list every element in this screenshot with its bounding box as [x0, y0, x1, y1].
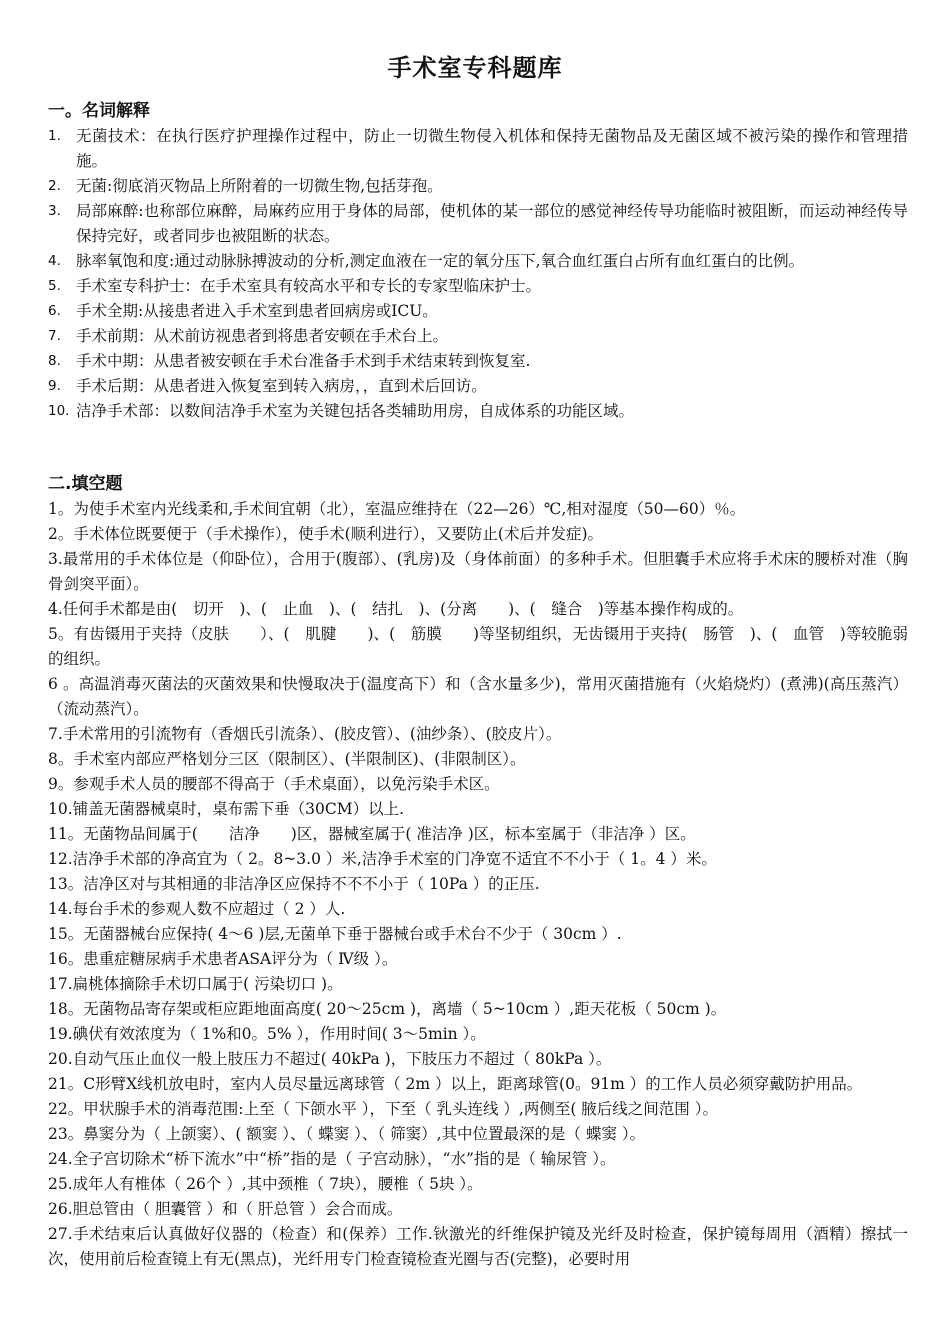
fill-in-item: 16。患重症糖尿病手术患者ASA评分为（ Ⅳ级 ）。: [48, 950, 398, 968]
definition-number: 3.: [48, 203, 61, 219]
fill-in-item: 15。无菌器械台应保持( 4～6 )层,无菌单下垂于器械台或手术台不少于（ 30cm ）.: [48, 925, 622, 943]
definition-number: 7.: [48, 328, 61, 344]
definition-number: 1.: [48, 128, 61, 144]
fill-in-item: 13。洁净区对与其相通的非洁净区应保持不不不小于（ 10Pa ）的正压.: [48, 875, 540, 893]
definition-number: 8.: [48, 353, 61, 369]
definition-item: [48, 274, 908, 299]
definition-item: [48, 374, 908, 399]
fill-in-list: [48, 497, 908, 1272]
definition-text: 手术前期：从术前访视患者到将患者安顿在手术台上。: [76, 327, 449, 345]
fill-in-item: 6 。高温消毒灭菌法的灭菌效果和快慢取决于(温度高下）和（含水量多少)，常用灭菌措施有（火焰烧灼）(煮沸)(高压蒸汽）（流动蒸汽）。: [48, 675, 908, 718]
section-heading-fill-in: 二.填空题: [48, 474, 123, 494]
definition-text: 手术中期：从患者被安顿在手术台准备手术到手术结束转到恢复室.: [76, 352, 531, 370]
fill-in-item: 7.手术常用的引流物有（香烟氏引流条）、(胶皮管）、(油纱条）、(胶皮片）。: [48, 725, 562, 743]
section-heading-definitions: 一。名词解释: [48, 101, 150, 121]
definition-text: 手术全期:从接患者进入手术室到患者回病房或ICU。: [76, 302, 438, 320]
definition-number: 4.: [48, 253, 61, 269]
fill-in-item: 1。为使手术室内光线柔和,手术间宜朝（北），室温应维持在（22—26）℃,相对湿度（50—60）％。: [48, 500, 746, 518]
definition-item: [48, 399, 908, 424]
definition-text: 无菌技术：在执行医疗护理操作过程中，防止一切微生物侵入机体和保持无菌物品及无菌区域不被污染的操作和管理措施。: [76, 127, 908, 170]
definition-text: 脉率氧饱和度:通过动脉脉搏波动的分析,测定血液在一定的氧分压下,氧合血红蛋白占所有血红蛋白的比例。: [76, 252, 805, 270]
definition-item: [48, 199, 908, 249]
definition-number: 6.: [48, 303, 61, 319]
page-title: 手术室专科题库: [387, 54, 563, 82]
definition-number: 5.: [48, 278, 61, 294]
definition-text: 局部麻醉:也称部位麻醉，局麻药应用于身体的局部，使机体的某一部位的感觉神经传导功能临时被阻断，而运动神经传导保持完好，或者同步也被阻断的状态。: [76, 202, 908, 245]
fill-in-item: 10.铺盖无菌器械桌时，桌布需下垂（30CM）以上.: [48, 800, 405, 818]
definition-item: [48, 249, 908, 274]
definition-number: 2.: [48, 178, 61, 194]
definition-item: [48, 324, 908, 349]
fill-in-item: 22。甲状腺手术的消毒范围:上至（ 下颌水平 ），下至（ 乳头连线 ）,两侧至( 腋后线之间范围 ）。: [48, 1100, 718, 1118]
fill-in-item: 18。无菌物品寄存架或柜应距地面高度( 20～25cm )，离墙（ 5~10cm ）,距天花板（ 50cm )。: [48, 1000, 727, 1018]
definition-text: 手术室专科护士：在手术室具有较高水平和专长的专家型临床护士。: [76, 277, 542, 295]
fill-in-item: 5。有齿镊用于夹持（皮肤 ）、( 肌腱 )、( 筋膜 )等坚韧组织，无齿镊用于夹持( 肠管 )、( 血管 )等较脆弱的组织。: [48, 625, 908, 668]
definition-item: [48, 174, 908, 199]
fill-in-item: 26.胆总管由（ 胆囊管 ）和（ 肝总管 ）会合而成。: [48, 1200, 403, 1218]
fill-in-item: 20.自动气压止血仪一般上肢压力不超过( 40kPa )，下肢压力不超过（ 80kPa ）。: [48, 1050, 612, 1068]
fill-in-item: 4.任何手术都是由( 切开 )、( 止血 )、( 结扎 )、(分离 )、( 缝合 )等基本操作构成的。: [48, 600, 744, 618]
definition-item: [48, 124, 908, 174]
fill-in-item: 12.洁净手术部的净高宜为（ 2。8~3.0 ）米,洁净手术室的门净宽不适宜不不小于（ 1。4 ）米。: [48, 850, 717, 868]
fill-in-item: 24.全子宫切除术“桥下流水”中“桥”指的是（ 子宫动脉），“水”指的是（ 输尿管 ）。: [48, 1150, 616, 1168]
definitions-list: [48, 124, 908, 424]
fill-in-item: 8。手术室内部应严格划分三区（限制区）、(半限制区)、(非限制区）。: [48, 750, 526, 768]
definition-text: 无菌:彻底消灭物品上所附着的一切微生物,包括芽孢。: [76, 177, 443, 195]
fill-in-item: 17.扁桃体摘除手术切口属于( 污染切口 )。: [48, 975, 343, 993]
definition-item: [48, 299, 908, 324]
fill-in-item: 25.成年人有椎体（ 26个 ）,其中颈椎（ 7块），腰椎（ 5块 ）。: [48, 1175, 483, 1193]
fill-in-item: 11。无菌物品间属于( 洁净 )区，器械室属于( 准洁净 )区，标本室属于（非洁净 ）区。: [48, 825, 696, 843]
definition-number: 10.: [48, 403, 70, 419]
definition-item: [48, 349, 908, 374]
fill-in-item: 9。参观手术人员的腰部不得高于（手术桌面），以免污染手术区。: [48, 775, 500, 793]
fill-in-item: 14.每台手术的参观人数不应超过（ 2 ）人.: [48, 900, 346, 918]
fill-in-item: 21。C形臂X线机放电时，室内人员尽量远离球管（ 2m ）以上，距离球管(0。91m ）的工作人员必须穿戴防护用品。: [48, 1075, 863, 1093]
fill-in-item: 2。手术体位既要便于（手术操作），使手术(顺利进行），又要防止(术后并发症)。: [48, 525, 604, 543]
fill-in-item: 19.碘伏有效浓度为（ 1%和0。5% ），作用时间( 3～5min ）。: [48, 1025, 486, 1043]
definition-number: 9.: [48, 378, 61, 394]
fill-in-item: 23。鼻窦分为（ 上颌窦）、( 额窦 ）、（ 蝶窦 ）、（ 筛窦）,其中位置最深的是（ 蝶窦 ）。: [48, 1125, 646, 1143]
definition-text: 洁净手术部：以数间洁净手术室为关键包括各类辅助用房，自成体系的功能区域。: [76, 402, 635, 420]
fill-in-item: 3.最常用的手术体位是（仰卧位），合用于(腹部）、(乳房)及（身体前面）的多种手术。但胆囊手术应将手术床的腰桥对准（胸骨剑突平面）。: [48, 550, 908, 593]
definition-text: 手术后期：从患者进入恢复室到转入病房，，直到术后回访。: [76, 377, 487, 395]
fill-in-item: 27.手术结束后认真做好仪器的（检查）和(保养）工作.钬激光的纤维保护镜及光纤及时检查，保护镜每周用（酒精）擦拭一次，使用前后检查镜上有无(黑点)，光纤用专门检查镜检查光圈与否(完整)，必要时用: [48, 1225, 908, 1268]
